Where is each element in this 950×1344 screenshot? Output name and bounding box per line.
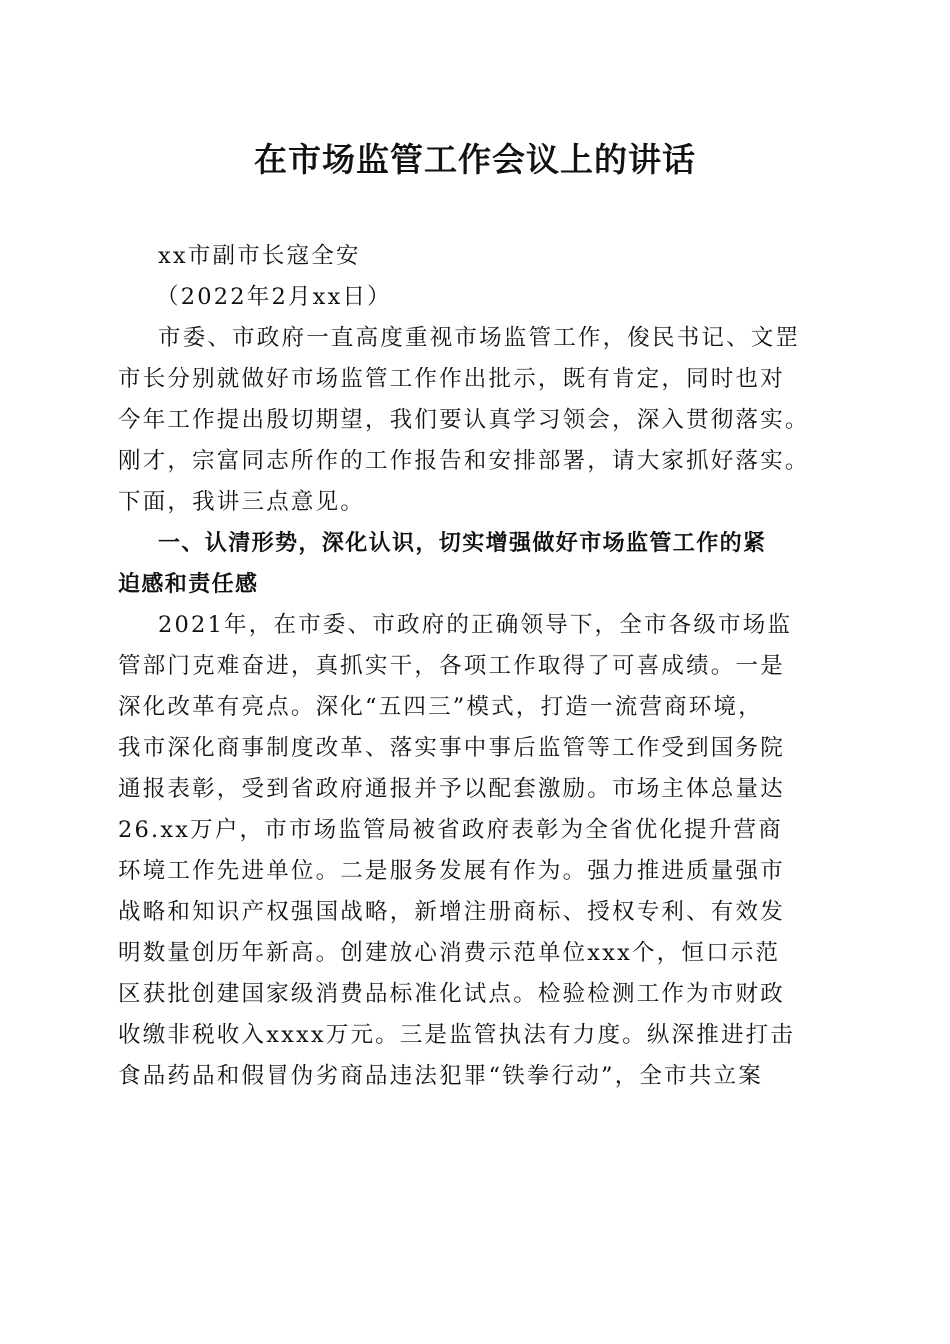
text-line: 下面，我讲三点意见。	[118, 489, 366, 515]
text-line: 区获批创建国家级消费品标准化试点。检验检测工作为市财政	[118, 981, 785, 1007]
paragraph-1	[118, 318, 838, 523]
author-line: xx市副市长寇全安	[158, 243, 361, 269]
date-line: （2022年2月xx日）	[156, 284, 392, 310]
text-line: 今年工作提出殷切期望，我们要认真学习领会，深入贯彻落实。	[118, 407, 810, 433]
document-title: 在市场监管工作会议上的讲话	[254, 140, 696, 179]
text-line: 收缴非税收入xxxx万元。三是监管执法有力度。纵深推进打击	[118, 1022, 796, 1048]
text-line: 深化改革有亮点。深化“五四三”模式，打造一流营商环境，	[118, 694, 763, 720]
text-line: 刚才，宗富同志所作的工作报告和安排部署，请大家抓好落实。	[118, 448, 810, 474]
text-line: 市委、市政府一直高度重视市场监管工作，俊民书记、文罡	[158, 325, 801, 351]
text-line: 食品药品和假冒伪劣商品违法犯罪“铁拳行动”，全市共立案	[118, 1063, 763, 1089]
text-line: 战略和知识产权强国战略，新增注册商标、授权专利、有效发	[118, 899, 785, 925]
text-line: 我市深化商事制度改革、落实事中事后监管等工作受到国务院	[118, 735, 785, 761]
heading-line: 迫感和责任感	[118, 572, 259, 597]
document-body	[118, 236, 838, 1097]
text-line: 市长分别就做好市场监管工作作出批示，既有肯定，同时也对	[118, 366, 785, 392]
text-line: 环境工作先进单位。二是服务发展有作为。强力推进质量强市	[118, 858, 785, 884]
text-line: 管部门克难奋进，真抓实干，各项工作取得了可喜成绩。一是	[118, 653, 785, 679]
heading-line: 一、认清形势，深化认识，切实增强做好市场监管工作的紧	[158, 531, 767, 556]
text-line: 26.xx万户，市市场监管局被省政府表彰为全省优化提升营商	[118, 817, 783, 843]
text-line: 明数量创历年新高。创建放心消费示范单位xxx个，恒口示范	[118, 940, 781, 966]
section-heading-1	[118, 523, 838, 605]
text-line: 通报表彰，受到省政府通报并予以配套激励。市场主体总量达	[118, 776, 785, 802]
paragraph-2	[118, 605, 838, 1097]
text-line: 2021年，在市委、市政府的正确领导下，全市各级市场监	[158, 612, 793, 638]
